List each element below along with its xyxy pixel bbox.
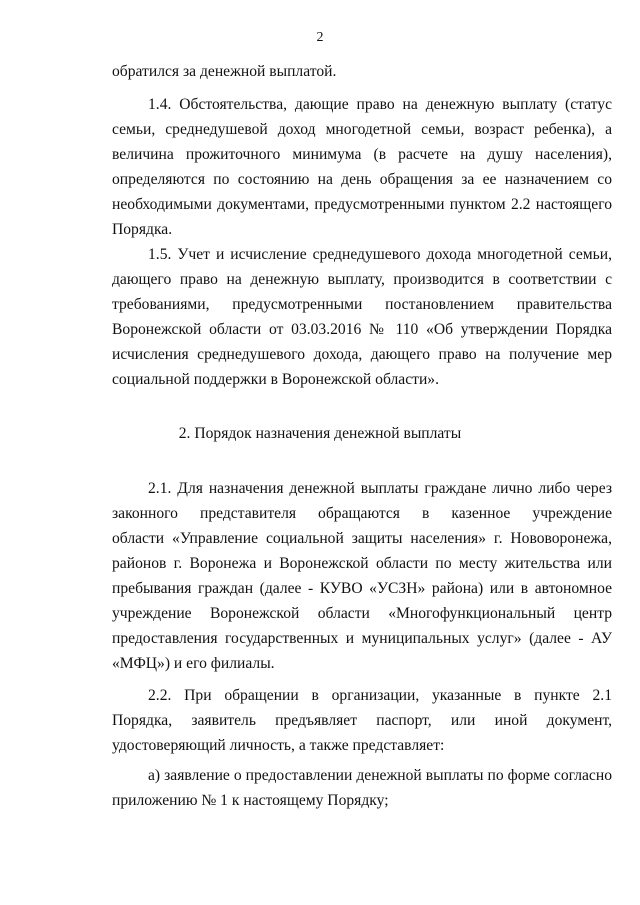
text-line: районов г. Воронежа и Воронежской области по месту жительства или [112, 555, 612, 572]
text-line: учреждение Воронежской области «Многофункциональный центр [112, 605, 612, 622]
text-line: 1.4. Обстоятельства, дающие право на денежную выплату (статус [148, 96, 612, 113]
text-line: пребывания граждан (далее - КУВО «УСЗН» района) или в автономное [112, 580, 612, 597]
text-line: 1.5. Учет и исчисление среднедушевого дохода многодетной семьи, [148, 246, 612, 263]
text-line: определяются по состоянию на день обращения за ее назначением со [112, 171, 612, 188]
page-number: 2 [316, 30, 324, 45]
text-line: обратился за денежной выплатой. [112, 63, 337, 80]
text-line: Порядка, заявитель предъявляет паспорт, или иной документ, [112, 712, 612, 729]
text-line: Воронежской области от 03.03.2016 № 110 «Об утверждении Порядка [112, 321, 612, 338]
text-line: величина прожиточного минимума (в расчете на душу населения), [112, 146, 612, 163]
text-line: законного представителя обращаются в казенное учреждение [112, 505, 612, 522]
text-line: области «Управление социальной защиты населения» г. Нововоронежа, [112, 530, 612, 547]
text-line: 2.2. При обращении в организации, указанные в пункте 2.1 [148, 687, 612, 704]
text-line: социальной поддержки в Воронежской области». [112, 371, 439, 388]
text-line: дающего право на денежную выплату, производится в соответствии с [112, 271, 612, 288]
text-line: Порядка. [112, 221, 173, 238]
section-heading: 2. Порядок назначения денежной выплаты [178, 425, 462, 442]
text-line: необходимыми документами, предусмотренными пунктом 2.2 настоящего [112, 196, 612, 213]
text-line: удостоверяющий личность, а также представляет: [112, 737, 445, 754]
text-line: 2.1. Для назначения денежной выплаты граждане лично либо через [148, 480, 612, 497]
text-line: предоставления государственных и муниципальных услуг» (далее - АУ [112, 630, 612, 647]
text-line: приложению № 1 к настоящему Порядку; [112, 792, 389, 809]
text-line: исчисления среднедушевого дохода, дающего право на получение мер [112, 346, 612, 363]
text-line: «МФЦ») и его филиалы. [112, 655, 275, 672]
text-line: а) заявление о предоставлении денежной выплаты по форме согласно [148, 767, 612, 784]
text-line: семьи, среднедушевой доход многодетной семьи, возраст ребенка), а [112, 121, 612, 138]
text-line: требованиями, предусмотренными постановлением правительства [112, 296, 612, 313]
